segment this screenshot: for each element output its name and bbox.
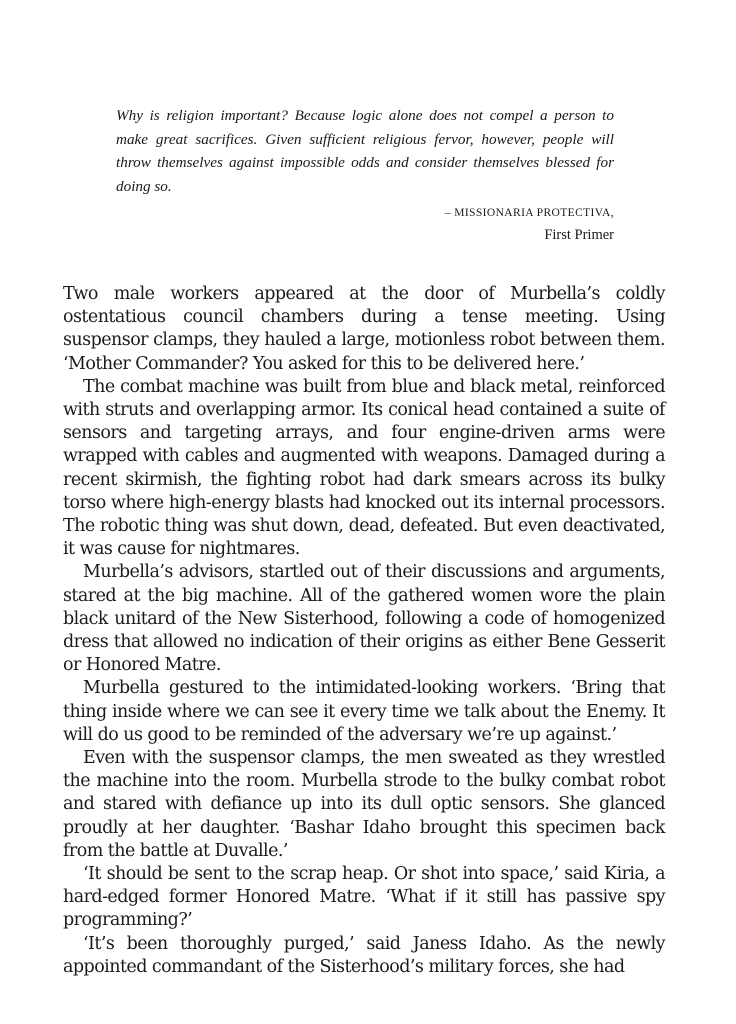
paragraph: Even with the suspensor clamps, the men sweated as they wrestled the machine into the room. Murbella strode to the bulky combat robot and stared with defiance up into its dull optic sensors. She glanced proudly at her daughter. ‘Bashar Idaho brought this specimen back from the battle at Duvalle.’: [63, 748, 665, 861]
chapter-body: [63, 283, 665, 979]
paragraph: ‘It’s been thoroughly purged,’ said Janess Idaho. As the newly appointed commandant of the Sisterhood’s military forces, she had: [63, 933, 665, 977]
paragraph: Two male workers appeared at the door of Murbella’s coldly ostentatious council chambers during a tense meeting. Using suspensor clamps, they hauled a large, motionless robot between them. ‘Mother Commander? You asked for this to be delivered here.’: [63, 284, 665, 374]
epigraph: [116, 104, 614, 246]
paragraph: The combat machine was built from blue and black metal, reinforced with struts and overlapping armor. Its conical head contained a suite of sensors and targeting arrays, and four engine-driven arms were wrapped with cables and augmented with weapons. Damaged during a recent skirmish, the fighting robot had dark smears across its bulky torso where high-energy blasts had knocked out its internal processors. The robotic thing was shut down, dead, defeated. But even deactivated, it was cause for nightmares.: [63, 376, 665, 560]
paragraph: Murbella gestured to the intimidated-looking workers. ‘Bring that thing inside where we can see it every time we talk about the Enemy. It will do us good to be reminded of the adversary we’re up against.’: [63, 678, 665, 745]
attribution-work: First Primer: [544, 227, 614, 244]
attribution-source: – MISSIONARIA PROTECTIVA,: [444, 207, 614, 220]
paragraph: Murbella’s advisors, startled out of their discussions and arguments, stared at the big machine. All of the gathered women wore the plain black unitard of the New Sisterhood, following a code of homogenized dress that allowed no indication of their origins as either Bene Gesserit or Honored Matre.: [63, 562, 665, 676]
epigraph-attribution: [116, 202, 614, 246]
epigraph-quote: Why is religion important? Because logic alone does not compel a person to make great sacrifices. Given sufficient religious fervor, however, people will throw themselves against impossible odds and consider themselves blessed for doing so.: [116, 107, 614, 195]
paragraph: ‘It should be sent to the scrap heap. Or shot into space,’ said Kiria, a hard-edged former Honored Matre. ‘What if it still has passive spy programming?’: [63, 864, 665, 931]
